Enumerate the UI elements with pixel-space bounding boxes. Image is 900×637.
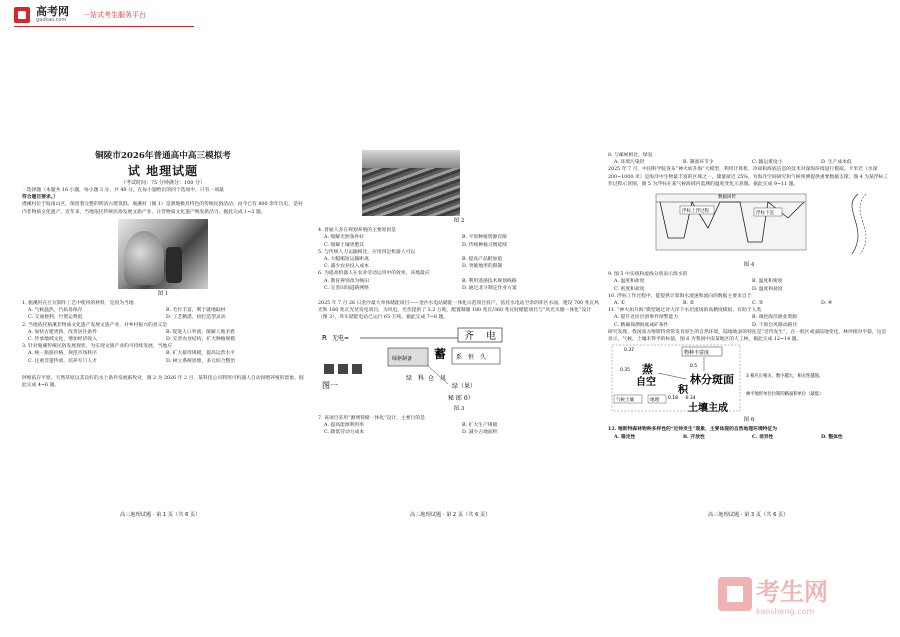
watermark-logo	[718, 572, 828, 616]
question-10-options	[608, 300, 890, 307]
brand-icon	[14, 7, 30, 23]
fig4-label-sink: 浮标下沉	[756, 211, 774, 217]
option: D. 突破地形的限制	[462, 264, 503, 270]
option: D. 干预台风移动路径	[752, 322, 798, 328]
figure-4-diagram	[608, 188, 888, 260]
option: C. 传承地域文化，增加经济收入	[28, 337, 97, 343]
diagram-label-feng: 风	[440, 374, 447, 382]
question-11-options	[608, 314, 890, 328]
option: C. 交通便利，竹资运费低	[28, 315, 83, 321]
option: B. 开放性	[683, 433, 705, 440]
option: D. 生产成本低	[821, 160, 852, 166]
fig6-label-h: 地理	[650, 398, 659, 404]
fig6-label-d: 积	[678, 385, 688, 397]
fig6-label-c: 林分斑面	[690, 373, 734, 387]
option: D. 通过北斗制定作业方案	[462, 285, 517, 291]
option: C. 缓解土壤更肥沃	[324, 242, 365, 248]
question-4-options	[318, 234, 600, 248]
question-7-options	[318, 422, 600, 436]
fig4-label-line: 数据回传	[718, 195, 736, 201]
option: A. 提高能源利用率	[324, 423, 365, 429]
passage-1: 潜溪村位于皖南山区，保留着完整的明清古建筑群。瓶溪村（图 1）是潜地极具特色的传统民俗活动，由今已有 800 余年历史，是村内非物质文化遗产。近年来，当地依托传统民俗发展文旅产业，让非物质文化遗产焕发新活力。据此完成 1~3 题。	[22, 202, 303, 215]
option: A. 大幅缩短运输距离	[324, 257, 369, 263]
option: A. 环境污染轻	[614, 160, 645, 166]
question-7: 7. 该项目采用“源网荷储一体化”设计，主要目的是	[318, 415, 425, 421]
option: B. 制备环节少	[683, 160, 714, 166]
diagram-label-kun: 绿	[406, 374, 413, 382]
option: C. 完善田间道路网络	[324, 285, 369, 291]
option: B. 扩大生产规模	[462, 423, 498, 429]
diagram-label-jiu: 久	[480, 353, 487, 361]
fig6-label-f: 物种丰富度	[684, 350, 710, 357]
diagram-label-rong: 蓄	[434, 346, 447, 361]
option: A. 统一旅游价格，规范市场秩序	[28, 351, 97, 357]
option: C. 差异性	[752, 433, 774, 440]
question-10: 10. 浮标工作过程中，能提供计算海水流速和流向的数据主要来自于	[608, 293, 752, 299]
option: A. 温度和盐度	[614, 279, 645, 285]
option: A. 提升近岸层滑事件预警能力	[614, 315, 679, 321]
fig6-value-3: -0.34	[684, 396, 696, 402]
brand-name: 高考网	[36, 5, 69, 18]
question-11: 11. “神火如升海”模型通过对大洋下水层流场的高精度模拟，有助于人类	[608, 308, 762, 314]
diagram-label-ke: 科	[418, 374, 425, 382]
option: B. 利用遥感技术规划线路	[462, 278, 517, 284]
option: D. 完善农业结构，扩大种植规模	[166, 337, 236, 343]
option: B. 促进人口外流，缓解人地矛盾	[166, 329, 235, 335]
fig6-label-e: 土壤主成	[688, 403, 728, 415]
option: D. ④	[821, 301, 833, 307]
diagram-label-no-elec: 无电=	[332, 334, 350, 342]
watermark-brand: 考生网	[756, 578, 828, 606]
fig6-value-2: 0.5	[690, 364, 698, 370]
page-1	[22, 150, 304, 530]
fig6-label-a: 蒸	[642, 363, 653, 377]
page-1-footer: 高三地理试题 · 第 1 页（共 6 页）	[120, 512, 201, 518]
passage-3: 2025 年 7 月 26 日金沙最大单体储能项目——金沙水电站储能一体化示范项目投产，依托水电站空余的库区水面，建设 700 兆瓦风光和 180 兆瓦光伏发电项目，为风电、光伏提供了 3.2 万吨，配置制储 180 兆瓦/360 兆瓦时储能项目与“风光水储一体化”设计（图 3），库车储能电站已运行 65 万吨。据此完成 7~8 题。	[318, 301, 600, 321]
option: B. ②	[683, 301, 694, 307]
brand-logo	[14, 6, 146, 23]
fig6-note-2: 林平地形单位拉斯的路面积单位（最低）	[746, 392, 824, 398]
watermark-url: kaosheng.com	[756, 607, 815, 616]
option: C. 精确探测海底成矿条件	[614, 322, 669, 328]
exam-title: 铜陵市2026年普通高中高三模拟考	[95, 151, 231, 161]
option: A. 气候温热，竹质易保存	[28, 308, 83, 314]
brand-url: gaokao.com	[36, 17, 67, 23]
diagram-label-end: 秘 郎 0）	[448, 394, 474, 402]
option: D. 减少占地面积	[462, 430, 498, 436]
fig6-value-1: 0.37	[624, 348, 635, 354]
question-12-options	[608, 434, 890, 441]
question-1: 1. 瓶溪村在巨瓦制作工艺中使用的材料，是因为当地	[22, 301, 134, 307]
question-8-options	[608, 159, 890, 166]
fig6-note-1: 3 相应正相关，数字越大，相关性越强。	[746, 374, 824, 380]
fig6-value-5: 0.35	[620, 368, 631, 374]
diagram-label-cang: 仓	[428, 374, 435, 382]
section-intro: 一选择题（本题共 16 小题，每小题 3 分，共 48 分。在每小题给出的四个选项中，只有一项最 符合题目要求。）	[22, 188, 224, 201]
question-3: 3. 针对瓶溪传统民俗发展现状，为实现文旅产业的可持续发展，当地应	[22, 344, 173, 350]
question-2: 2. 当地依托瓶溪非物质文化遗产发展文旅产业，对乡村振兴的意义是	[22, 322, 168, 328]
question-6: 6. 为提高机器人在农业劳动运用中的效率，该地最应	[318, 271, 430, 277]
figure-6-diagram	[608, 343, 888, 415]
figure-3-caption: 图 3	[453, 405, 465, 412]
option: A. ①	[614, 301, 625, 307]
figure-2-caption: 图 2	[453, 218, 465, 224]
question-5-options	[318, 256, 600, 270]
diagram-label-block: 绿驱制备	[392, 355, 413, 362]
diagram-label-lv: 绿（果）	[452, 382, 477, 390]
question-8: 8. 与邮候相比，绿氢	[608, 153, 653, 158]
option: D. 树立系统思维，多元综合整治	[166, 358, 236, 364]
page-3	[608, 152, 890, 532]
question-5: 5. 与传统人力运输相比，应用四足机器人可以	[318, 249, 416, 255]
diagram-label-xi: 系	[456, 353, 463, 361]
exam-info: （考试时间：75 分钟满分：100 分）	[120, 180, 206, 186]
option: D. 温度和盐度	[752, 286, 783, 292]
fig6-label-g: 气候土壤	[616, 398, 634, 404]
figure-3-diagram	[318, 324, 518, 404]
option: C. 注重非遗传承，培养专门人才	[28, 358, 97, 364]
passage-2: 阿维依存平原，天然草原以其良好的水土条件发展畜牧业，图 2 为 2026 年 2 月，某科技公司利用可机器人自动饲喂养殖的景象。据此完成 4~6 题。	[22, 375, 304, 389]
option: A. 稳定性	[614, 433, 636, 440]
question-9-options	[608, 278, 890, 292]
question-2-options	[22, 329, 304, 343]
option: D. 传统种植习惯延续	[462, 242, 508, 248]
option: B. 扩大接待规模，提高运营水平	[166, 351, 235, 357]
question-4: 4. 普通人多在规划养殖的主要原因是	[318, 228, 397, 234]
option: B. 毛竹丰富，利于就地取材	[166, 308, 226, 314]
watermark-icon	[718, 577, 752, 611]
option: B. 调控海洋渔业资源	[752, 315, 797, 321]
option: A. 加快古建更新，改善居住条件	[28, 329, 97, 335]
option: A. 教育辨别改为畅田	[324, 278, 369, 284]
fig4-label-buoy: 浮标上浮过程	[682, 209, 709, 215]
fig6-value-4: 0.18	[668, 396, 679, 402]
diagram-label-fig-one: 图一	[322, 380, 338, 390]
option: C. 密度和盐度	[614, 286, 645, 292]
option: B. 温度和密度	[752, 279, 783, 285]
page-2	[318, 150, 600, 530]
diagram-label-heng: 恒	[468, 353, 475, 361]
question-12: 12. 喀斯特森林物种多样性的“近待发生”现象，主要体现的自然地理环境特征为	[608, 426, 778, 433]
passage-5: 研究发现，我国南方喀斯特常常发育原生的自然环境，陆地地表的特征是“近待发生”，在一般区或面陆地变化，林坪相对平稳，这是显示，气候，土壤未得平的标值，图 6 为我国中南某地区的人工林，据此完成 12~14 题。	[608, 329, 887, 343]
figure-1-caption: 图 1	[157, 290, 169, 297]
question-1-options	[22, 307, 304, 321]
page-3-footer: 高三地理试题 · 第 3 页（共 6 页）	[708, 512, 789, 518]
figure-6-caption: 图 6	[743, 417, 755, 424]
figure-1-photo	[118, 219, 208, 289]
option: C. ③	[752, 301, 763, 307]
figure-2-photo	[362, 150, 460, 216]
question-3-options	[22, 350, 304, 364]
option: B. 提高产品附加值	[462, 257, 503, 263]
diagram-label-r: R	[322, 333, 327, 342]
passage-4: 2025 年 7 月，中国科学院发布“神火如升海”大模型，利用计算机、冷却和海底信息的技术对深海环境进行模拟。卡米若（水深 200~1000 米）是海洋中生物最丰富的区域之一，储量接近 25%，为海洋空间研究和气候预测提供重要数据支撑。图 4 为某浮标工作过程示意图，图 5 为浮标在某气候海域内监测的温度变化示意图。据此完成 9~11 题。	[608, 167, 889, 187]
option: D. 整体性	[821, 433, 843, 440]
fig6-label-b: 自空	[636, 377, 656, 389]
option: B. 平原种植资源有限	[462, 235, 507, 241]
question-6-options	[318, 278, 600, 292]
option: A. 缓解光照条件好	[324, 235, 365, 241]
option: C. 减少农业投入成本	[324, 264, 369, 270]
question-9: 9. 图 5 中实线和虚线分别表示海水的	[608, 272, 688, 278]
brand-slogan: 一站式考生服务平台	[83, 10, 146, 19]
option: C. 输运难度小	[752, 160, 783, 166]
subject-title: 试 地理试题	[127, 164, 199, 178]
diagram-label-qi: 齐	[464, 330, 474, 342]
option: C. 降低劳动力成本	[324, 430, 365, 436]
option: D. 工艺精湛，拍打造型灵动	[166, 315, 226, 321]
figure-4-caption: 图 4	[743, 262, 755, 269]
diagram-label-dian: 电	[486, 330, 496, 342]
header-divider	[14, 26, 194, 27]
page-2-footer: 高三地理试题 · 第 2 页（共 6 页）	[410, 512, 491, 518]
